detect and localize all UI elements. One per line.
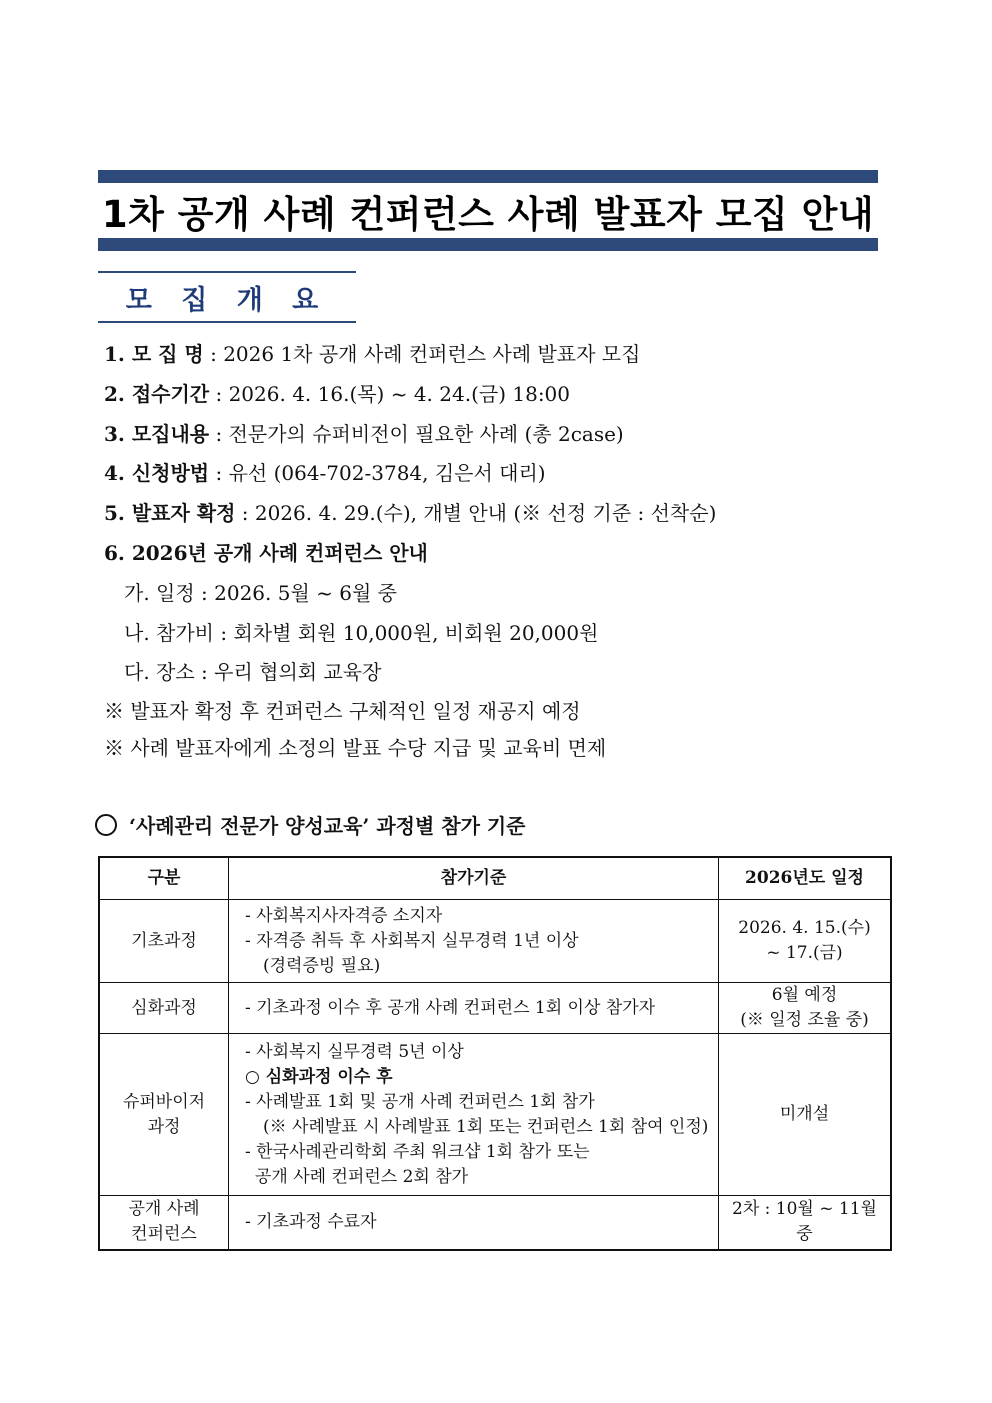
note-schedule: ※ 발표자 확정 후 컨퍼런스 구체적인 일정 재공지 예정: [104, 699, 581, 723]
row-schedule: 6월 예정 (※ 일정 조율 중): [719, 983, 892, 1034]
circle-bullet-icon: [95, 814, 117, 836]
overview-item-period: 2. 접수기간 : 2026. 4. 16.(목) ~ 4. 24.(금) 18:00: [104, 382, 571, 406]
table-heading: ‘사례관리 전문가 양성교육’ 과정별 참가 기준: [95, 812, 526, 840]
header-category: 구분: [99, 857, 229, 900]
row-schedule: 미개설: [719, 1034, 892, 1196]
row-criteria: - 기초과정 수료자: [229, 1196, 719, 1250]
table-row: [99, 900, 891, 983]
row-schedule: 2026. 4. 15.(수) ~ 17.(금): [719, 900, 892, 983]
row-category: 심화과정: [99, 983, 229, 1034]
row-category: 슈퍼바이저 과정: [99, 1034, 229, 1196]
page-title: 1차 공개 사례 컨퍼런스 사례 발표자 모집 안내: [101, 192, 875, 236]
note-benefit: ※ 사례 발표자에게 소정의 발표 수당 지급 및 교육비 면제: [104, 736, 607, 760]
title-bar-top: [98, 170, 878, 183]
title-bar-bottom: [98, 238, 878, 251]
table-row: [99, 1196, 891, 1250]
header-criteria: 참가기준: [229, 857, 719, 900]
conference-schedule: 가. 일정 : 2026. 5월 ~ 6월 중: [124, 581, 397, 605]
table-row: [99, 983, 891, 1034]
header-schedule: 2026년도 일정: [719, 857, 892, 900]
row-criteria: - 기초과정 이수 후 공개 사례 컨퍼런스 1회 이상 참가자: [229, 983, 719, 1034]
conference-fee: 나. 참가비 : 회차별 회원 10,000원, 비회원 20,000원: [124, 621, 599, 645]
section-rule-bottom: [98, 321, 356, 323]
row-criteria: - 사회복지 실무경력 5년 이상 ○ 심화과정 이수 후 - 사례발표 1회 및 공개 사례 컨퍼런스 1회 참가 (※ 사례발표 시 사례발표 1회 또는 컨퍼런스 1회 참여 인정) - 한국사례관리학회 주최 워크샵 1회 참가 또는 공개 사례 컨퍼런스 2회 참가: [229, 1034, 719, 1196]
overview-item-confirm: 5. 발표자 확정 : 2026. 4. 29.(수), 개별 안내 (※ 선정 기준 : 선착순): [104, 501, 717, 525]
overview-item-conference: 6. 2026년 공개 사례 컨퍼런스 안내: [104, 541, 428, 565]
row-criteria: - 사회복지사자격증 소지자 - 자격증 취득 후 사회복지 실무경력 1년 이상 (경력증빙 필요): [229, 900, 719, 983]
row-category: 공개 사례 컨퍼런스: [99, 1196, 229, 1250]
row-schedule: 2차 : 10월 ~ 11월 중: [719, 1196, 892, 1250]
overview-item-content: 3. 모집내용 : 전문가의 슈퍼비전이 필요한 사례 (총 2case): [104, 422, 624, 446]
section-title: 모 집 개 요: [125, 284, 329, 316]
overview-item-name: 1. 모 집 명 : 2026 1차 공개 사례 컨퍼런스 사례 발표자 모집: [104, 342, 641, 366]
overview-item-method: 4. 신청방법 : 유선 (064-702-3784, 김은서 대리): [104, 461, 546, 485]
table-row: [99, 1034, 891, 1196]
row-category: 기초과정: [99, 900, 229, 983]
table-header-row: [99, 857, 891, 900]
conference-place: 다. 장소 : 우리 협의회 교육장: [124, 660, 382, 684]
criteria-table: [98, 856, 892, 1251]
